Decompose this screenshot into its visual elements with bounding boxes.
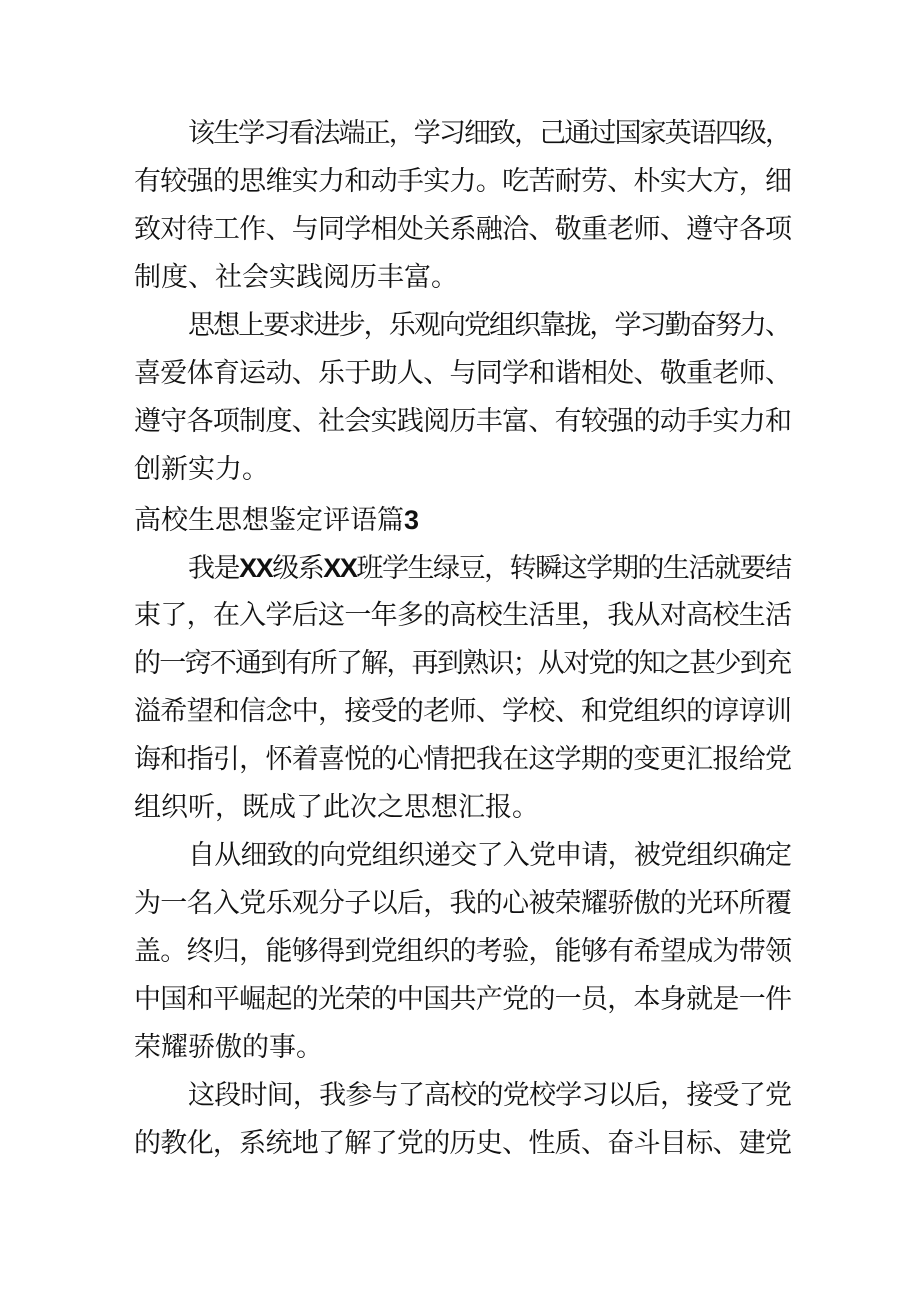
paragraph-3-text: 我是 xyxy=(188,553,240,584)
paragraph-3-grade-placeholder: XX xyxy=(239,553,273,583)
paragraph-2-line-1: 思想上要求进步，乐观向党组织靠拢，学习勤奋努力、 xyxy=(188,310,791,341)
paragraph-2-line-3: 遵守各项制度、社会实践阅历丰富、有较强的动手实力和 xyxy=(134,406,792,437)
paragraph-1-line-1: 该生学习看法端正，学习细致，己通过国家英语四级， xyxy=(188,118,791,149)
paragraph-1-line-3: 致对待工作、与同学相处关系融洽、敬重老师、遵守各项 xyxy=(134,214,792,245)
paragraph-4-line-3: 盖。终归，能够得到党组织的考验，能够有希望成为带领 xyxy=(134,936,792,967)
section-heading xyxy=(134,500,419,541)
paragraph-1-line-4: 制度、社会实践阅历丰富。 xyxy=(134,262,458,293)
section-heading-number: 3 xyxy=(404,505,420,535)
paragraph-3-text: 级系 xyxy=(272,553,324,584)
paragraph-1-line-2: 有较强的思维实力和动手实力。吃苦耐劳、朴实大方，细 xyxy=(134,166,792,197)
paragraph-4-line-4: 中国和平崛起的光荣的中国共产党的一员，本身就是一件 xyxy=(134,984,792,1015)
paragraph-2-line-2: 喜爱体育运动、乐于助人、与同学和谐相处、敬重老师、 xyxy=(134,358,792,389)
paragraph-4-line-5: 荣耀骄傲的事。 xyxy=(134,1032,323,1063)
paragraph-2-line-4: 创新实力。 xyxy=(134,454,269,485)
paragraph-3-line-3: 的一窍不通到有所了解，再到熟识；从对党的知之甚少到充 xyxy=(134,648,791,679)
paragraph-3-line-2: 束了，在入学后这一年多的高校生活里，我从对高校生活 xyxy=(134,600,792,631)
paragraph-5-line-1: 这段时间，我参与了高校的党校学习以后，接受了党 xyxy=(188,1080,792,1111)
section-heading-text: 高校生思想鉴定评语篇 xyxy=(134,505,404,536)
paragraph-3-text: 班学生绿豆，转瞬这学期的生活就要结 xyxy=(356,553,791,584)
paragraph-3-line-6: 组织听，既成了此次之思想汇报。 xyxy=(134,792,539,823)
paragraph-4-line-2: 为一名入党乐观分子以后，我的心被荣耀骄傲的光环所覆 xyxy=(134,888,792,919)
paragraph-5-line-2: 的教化，系统地了解了党的历史、性质、奋斗目标、建党 xyxy=(134,1128,792,1159)
paragraph-4-line-1: 自从细致的向党组织递交了入党申请，被党组织确定 xyxy=(188,840,792,871)
paragraph-3-class-placeholder: XX xyxy=(323,553,357,583)
paragraph-3-line-4: 溢希望和信念中，接受的老师、学校、和党组织的谆谆训 xyxy=(134,696,792,727)
paragraph-3-line-5: 诲和指引，怀着喜悦的心情把我在这学期的变更汇报给党 xyxy=(134,744,792,775)
paragraph-3-line-1 xyxy=(188,548,791,589)
